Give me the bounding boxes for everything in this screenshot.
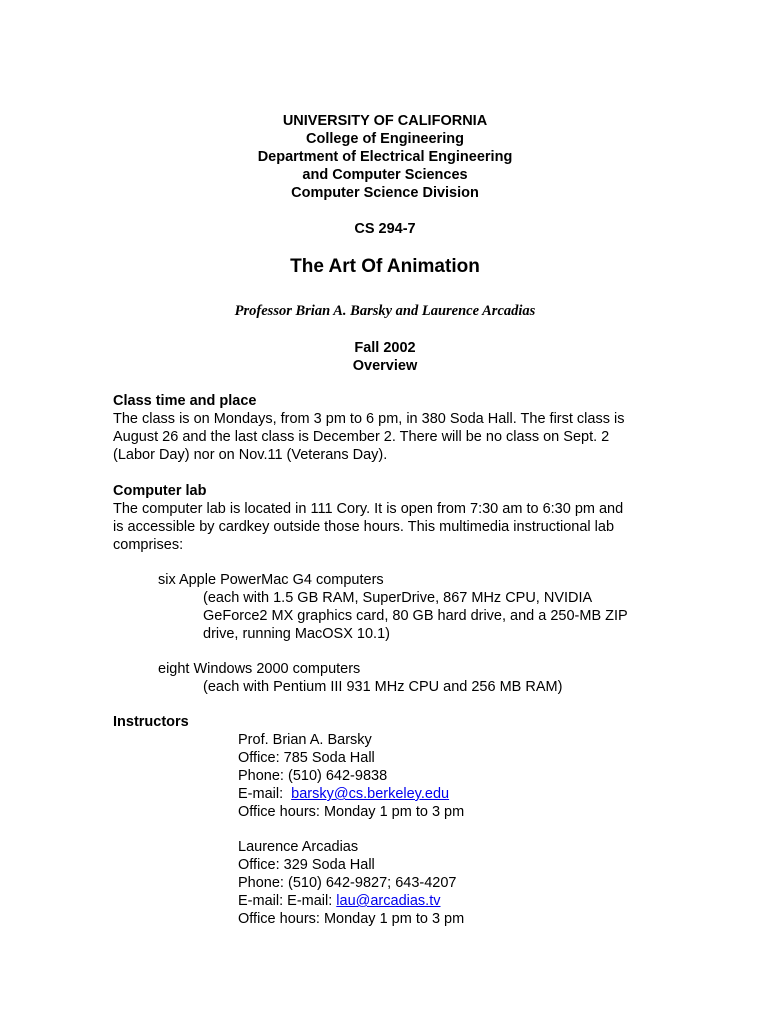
mac-spec-line: drive, running MacOSX 10.1) bbox=[203, 626, 390, 642]
arcadias-email-row bbox=[238, 892, 440, 910]
computer-lab-line: comprises: bbox=[113, 537, 184, 553]
windows-spec-line: (each with Pentium III 931 MHz CPU and 256 MB RAM) bbox=[203, 679, 563, 695]
arcadias-name: Laurence Arcadias bbox=[238, 839, 359, 855]
barsky-office: Office: 785 Soda Hall bbox=[238, 750, 375, 766]
term: Fall 2002 bbox=[354, 340, 416, 356]
page-title: The Art Of Animation bbox=[290, 256, 480, 277]
mac-computers-title: six Apple PowerMac G4 computers bbox=[158, 572, 384, 588]
arcadias-office: Office: 329 Soda Hall bbox=[238, 857, 375, 873]
arcadias-phone: Phone: (510) 642-9827; 643-4207 bbox=[238, 875, 457, 891]
barsky-email-row bbox=[238, 785, 449, 803]
arcadias-email-link[interactable]: lau@arcadias.tv bbox=[336, 893, 441, 909]
windows-computers-title: eight Windows 2000 computers bbox=[158, 661, 361, 677]
barsky-email-link[interactable]: barsky@cs.berkeley.edu bbox=[291, 786, 450, 802]
department-name: Department of Electrical Engineering bbox=[257, 149, 513, 165]
department-name-continued: and Computer Sciences bbox=[302, 167, 468, 183]
overview-heading: Overview bbox=[352, 358, 418, 374]
college-name: College of Engineering bbox=[306, 131, 464, 147]
computer-lab-line: is accessible by cardkey outside those hours. This multimedia instructional lab bbox=[113, 519, 615, 535]
division-name: Computer Science Division bbox=[291, 185, 479, 201]
class-time-line: August 26 and the last class is December 2. There will be no class on Sept. 2 bbox=[113, 429, 610, 445]
mac-spec-line: (each with 1.5 GB RAM, SuperDrive, 867 MHz CPU, NVIDIA bbox=[203, 590, 593, 606]
computer-lab-heading: Computer lab bbox=[113, 483, 207, 499]
course-number: CS 294-7 bbox=[354, 221, 416, 237]
barsky-phone: Phone: (510) 642-9838 bbox=[238, 768, 388, 784]
barsky-office-hours: Office hours: Monday 1 pm to 3 pm bbox=[238, 804, 465, 820]
class-time-line: The class is on Mondays, from 3 pm to 6 pm, in 380 Soda Hall. The first class is bbox=[113, 411, 625, 427]
class-time-heading: Class time and place bbox=[113, 393, 257, 409]
professors-line: Professor Brian A. Barsky and Laurence Arcadias bbox=[234, 303, 536, 319]
computer-lab-line: The computer lab is located in 111 Cory. It is open from 7:30 am to 6:30 pm and bbox=[113, 501, 624, 517]
instructors-heading: Instructors bbox=[113, 714, 189, 730]
class-time-line: (Labor Day) nor on Nov.11 (Veterans Day). bbox=[113, 447, 388, 463]
mac-spec-line: GeForce2 MX graphics card, 80 GB hard drive, and a 250-MB ZIP bbox=[203, 608, 628, 624]
barsky-name: Prof. Brian A. Barsky bbox=[238, 732, 372, 748]
arcadias-office-hours: Office hours: Monday 1 pm to 3 pm bbox=[238, 911, 465, 927]
arcadias-email-label: E-mail: E-mail: bbox=[238, 893, 337, 909]
university-name: UNIVERSITY OF CALIFORNIA bbox=[282, 113, 488, 129]
barsky-email-label: E-mail: bbox=[238, 786, 292, 802]
